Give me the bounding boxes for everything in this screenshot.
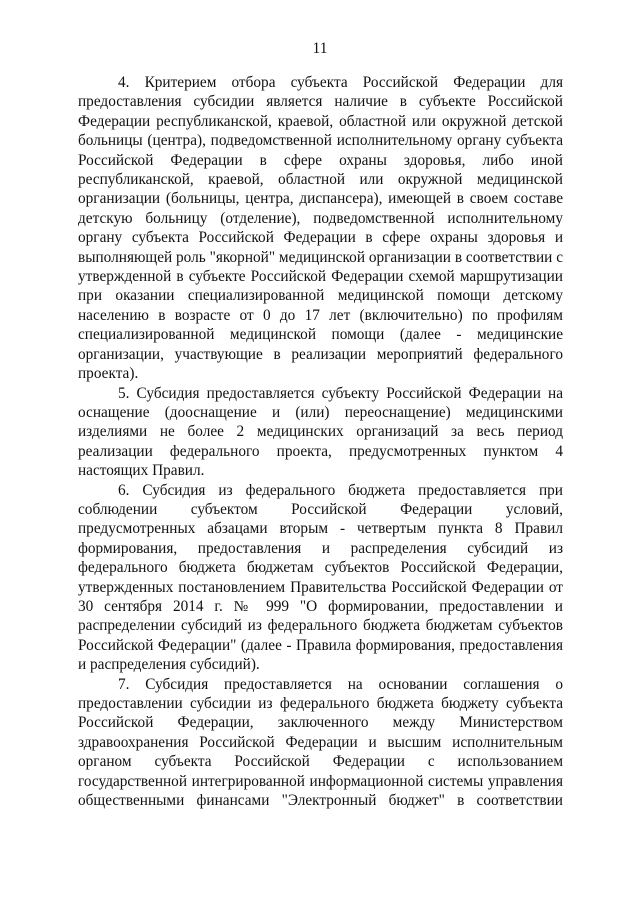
paragraph-7: 7. Субсидия предоставляется на основании соглашения о предоставлении субсидии из федерального бюджета бюджету субъекта Российской Федерации, заключенного между Министерством здравоохранения Российской Федерации и высшим исполнительным органом субъекта Российской Федерации с использованием государственной интегрированной информационной системы управления общественными финансами "Электронный бюджет" в соответствии [78,675,563,810]
paragraph-4: 4. Критерием отбора субъекта Российской Федерации для предоставления субсидии является наличие в субъекте Российской Федерации республиканской, краевой, областной или окружной детской больницы (центра), подведомственной исполнительному органу субъекта Российской Федерации в сфере охраны здоровья, либо иной республиканской, краевой, областной или окружной медицинской организации (больницы, центра, диспансера), имеющей в своем составе детскую больницу (отделение), подведомственной исполнительному органу субъекта Российской Федерации в сфере охраны здоровья и выполняющей роль "якорной" медицинской организации в соответствии с утвержденной в субъекте Российской Федерации схемой маршрутизации при оказании специализированной медицинской помощи детскому населению в возрасте от 0 до 17 лет (включительно) по профилям специализированной медицинской помощи (далее - медицинские организации, участвующие в реализации мероприятий федерального проекта). [78,74,563,383]
paragraph-6: 6. Субсидия из федерального бюджета предоставляется при соблюдении субъектом Российской Федерации условий, предусмотренных абзацами вторым - четвертым пункта 8 Правил формирования, предоставления и распределения субсидий из федерального бюджета бюджетам субъектов Российской Федерации, утвержденных постановлением Правительства Российской Федерации от 30 сентября 2014 г. № 999 "О формировании, предоставлении и распределении субсидий из федерального бюджета бюджетам субъектов Российской Федерации" (далее - Правила формирования, предоставления и распределения субсидий). [78,481,563,674]
document-body [78,73,563,810]
page-number: 11 [312,40,328,57]
paragraph-5: 5. Субсидия предоставляется субъекту Российской Федерации на оснащение (дооснащение и (или) переоснащение) медицинскими изделиями не более 2 медицинских организаций за весь период реализации федерального проекта, предусмотренных пунктом 4 настоящих Правил. [78,384,563,480]
